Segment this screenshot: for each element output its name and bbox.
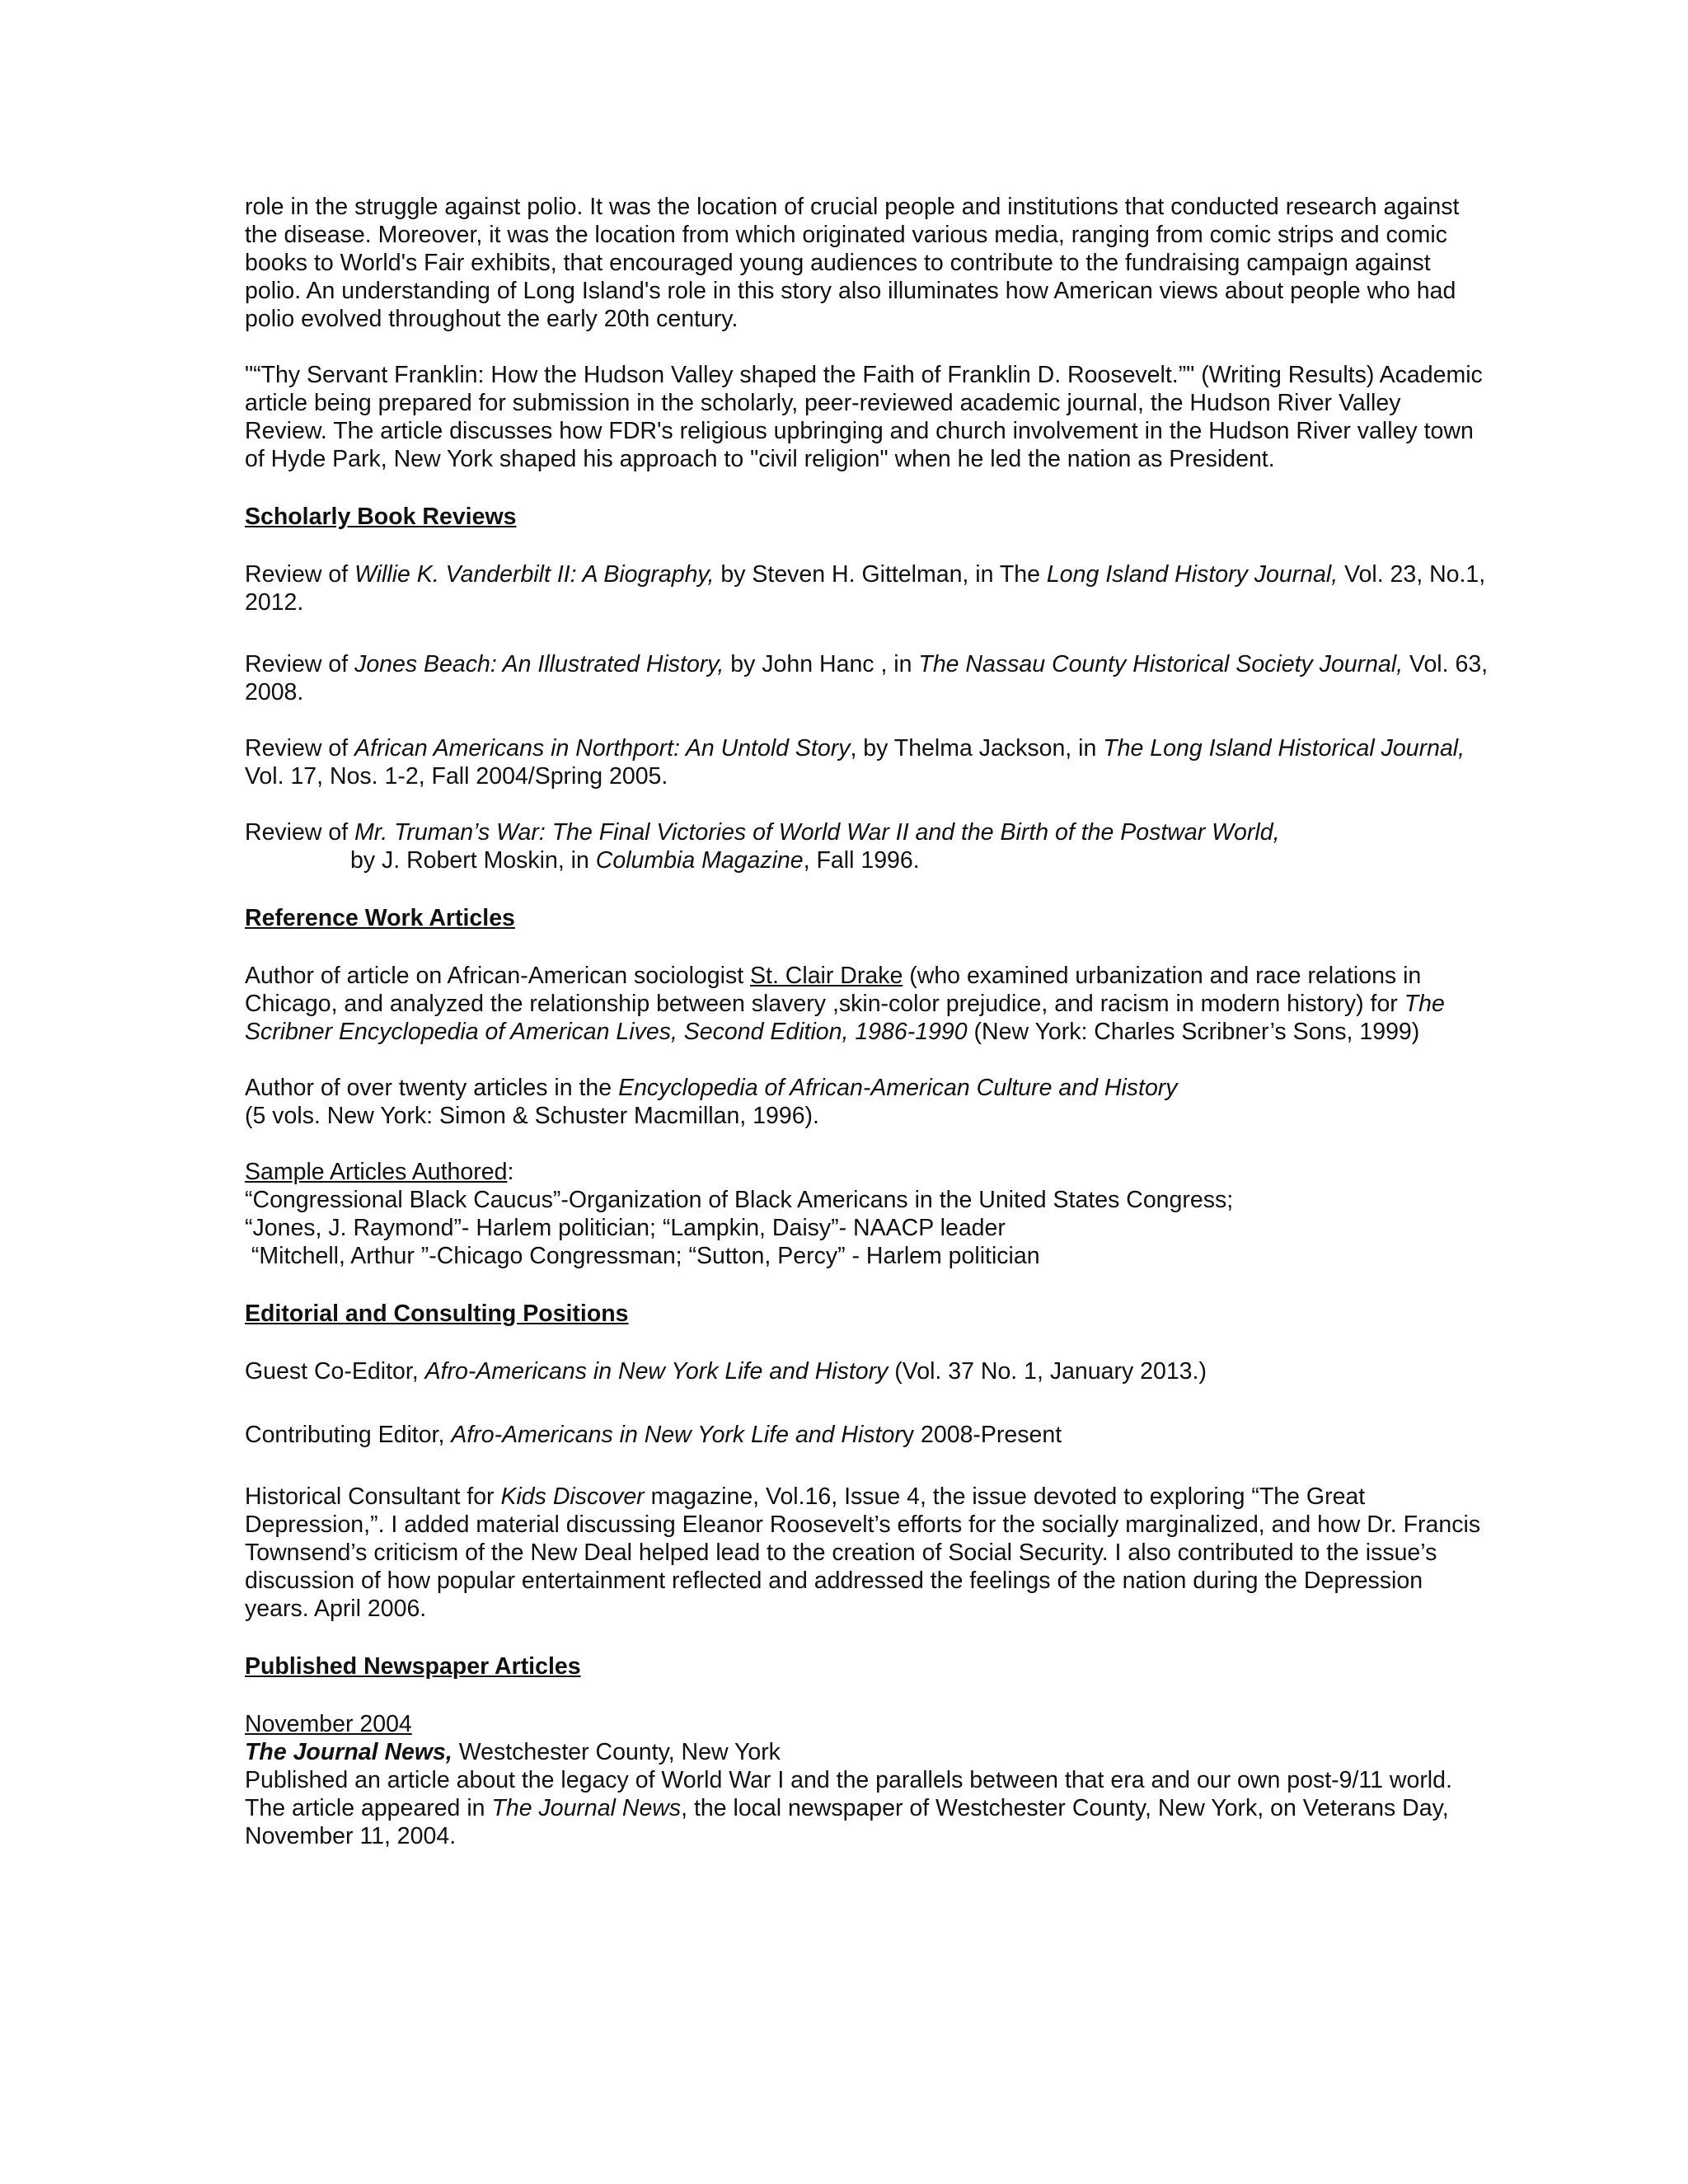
section-heading-book-reviews: Scholarly Book Reviews [245,504,517,530]
newspaper-title: The Journal News [491,1795,682,1821]
encyclopedia-title: Encyclopedia of African-American Culture and History [618,1075,1178,1101]
journal-title: The Nassau County Historical Society Journal, [918,651,1404,677]
sample-article-item: “Mitchell, Arthur ”-Chicago Congressman; “Sutton, Percy” - Harlem politician [245,1243,1040,1269]
newspaper-date: November 2004 [245,1711,412,1737]
journal-title: Afro-Americans in New York Life and Histor [451,1422,903,1448]
section-heading-newspaper: Published Newspaper Articles [245,1653,581,1680]
sample-article-item: “Congressional Black Caucus”-Organization of Black Americans in the United States Congress; [245,1187,1234,1213]
magazine-title: Kids Discover [500,1483,645,1510]
sample-articles-label: Sample Articles Authored: [245,1159,514,1185]
reference-encyclopedia-articles: Author of over twenty articles in the Encyclopedia of African-American Culture and History (5 vols. New York: Simon & Schuster Macmillan, 1996). [245,1075,1178,1129]
review-trumans-war: Review of Mr. Truman’s War: The Final Victories of World War II and the Birth of the Postwar World, by J. Robert Moskin, in Columbia Magazine, Fall 1996. [245,819,1280,874]
editorial-contributing-editor: Contributing Editor, Afro-Americans in New York Life and History 2008-Present [245,1422,1062,1448]
encyclopedia-title: The Scribner Encyclopedia of American Lives, Second Edition, 1986-1990 [245,991,1445,1045]
newspaper-title: The Journal News, [245,1739,452,1765]
journal-title: Afro-Americans in New York Life and History [424,1358,889,1385]
newspaper-article-body: Published an article about the legacy of World War I and the parallels between that era and our own post-9/11 world. The article appeared in The Journal News, the local newspaper of Westchester County, New York, on Veterans Day, November 11, 2004. [245,1767,1452,1849]
book-title: African Americans in Northport: An Untold Story [354,735,851,762]
drake-name: St. Clair Drake [750,963,903,989]
magazine-title: Columbia Magazine [595,847,804,874]
book-title: Mr. Truman’s War: The Final Victories of World War II and the Birth of the Postwar World, [354,819,1280,846]
editorial-guest-co-editor: Guest Co-Editor, Afro-Americans in New York Life and History (Vol. 37 No. 1, January 2013.) [245,1358,1207,1385]
fdr-article-paragraph: "“Thy Servant Franklin: How the Hudson Valley shaped the Faith of Franklin D. Roosevelt.”" (Writing Results) Academic article being prepared for submission in the scholarly, peer-reviewed academic journal, the Hudson River Valley Review. The article discusses how FDR's religious upbringing and church involvement in the Hudson River valley town of Hyde Park, New York shaped his approach to "civil religion" when he led the nation as President. [245,362,1483,472]
review-vanderbilt: Review of Willie K. Vanderbilt II: A Biography, by Steven H. Gittelman, in The Long Island History Journal, Vol. 23, No.1, 2012. [245,561,1486,616]
polio-paragraph: role in the struggle against polio. It was the location of crucial people and institutions that conducted research against the disease. Moreover, it was the location from which originated various media, ranging from comic strips and comic books to World's Fair exhibits, that encouraged young audiences to contribute to the fundraising campaign against polio. An understanding of Long Island's role in this story also illuminates how American views about people who had polio evolved throughout the early 20th century. [245,194,1460,332]
review-northport: Review of African Americans in Northport: An Untold Story, by Thelma Jackson, in The Long Island Historical Journal, Vol. 17, Nos. 1-2, Fall 2004/Spring 2005. [245,735,1465,790]
journal-title: The Long Island Historical Journal, [1103,735,1465,762]
book-title: Jones Beach: An Illustrated History, [354,651,724,677]
section-heading-editorial: Editorial and Consulting Positions [245,1301,629,1327]
reference-drake-article: Author of article on African-American sociologist St. Clair Drake (who examined urbanization and race relations in Chicago, and analyzed the relationship between slavery ,skin-color prejudice, and racism in modern history) for The Scribner Encyclopedia of American Lives, Second Edition, 1986-1990 (New York: Charles Scribner’s Sons, 1999) [245,963,1445,1045]
section-heading-reference: Reference Work Articles [245,905,515,931]
editorial-historical-consultant: Historical Consultant for Kids Discover magazine, Vol.16, Issue 4, the issue devoted to exploring “The Great Depression,”. I added material discussing Eleanor Roosevelt’s efforts for the socially marginalized, and how Dr. Francis Townsend’s criticism of the New Deal helped lead to the creation of Social Security. I also contributed to the issue’s discussion of how popular entertainment reflected and addressed the feelings of the nation during the Depression years. April 2006. [245,1483,1481,1622]
newspaper-source: The Journal News, Westchester County, New York [245,1739,781,1765]
book-title: Willie K. Vanderbilt II: A Biography, [354,561,715,588]
sample-article-item: “Jones, J. Raymond”- Harlem politician; “Lampkin, Daisy”- NAACP leader [245,1215,1006,1241]
journal-title: Long Island History Journal, [1046,561,1339,588]
review-jones-beach: Review of Jones Beach: An Illustrated History, by John Hanc , in The Nassau County Historical Society Journal, Vol. 63, 2008. [245,651,1489,705]
page-content [245,193,1489,1850]
